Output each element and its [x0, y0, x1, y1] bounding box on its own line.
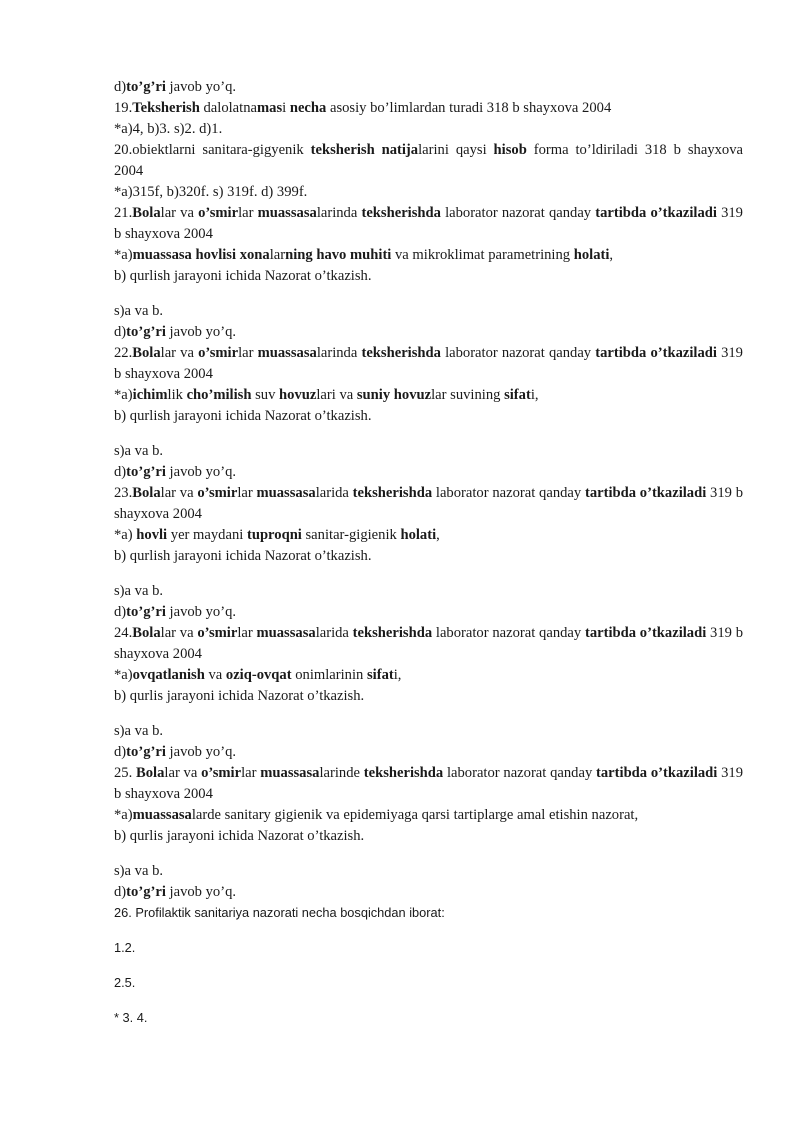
- text-line: [114, 385, 743, 406]
- text-run: i,: [530, 387, 539, 403]
- text-run: laborator nazorat qanday: [432, 625, 585, 641]
- text-run: b) qurlish jarayoni ichida Nazorat o’tkazish.: [114, 408, 372, 424]
- bold-text: o’smir: [198, 345, 239, 361]
- bold-text: holati: [573, 247, 610, 263]
- text-run: s)a va b.: [114, 443, 164, 459]
- text-run: 2.5.: [114, 975, 136, 990]
- text-run: laborator nazorat qanday: [443, 765, 597, 781]
- bold-text: teksherishda: [361, 345, 441, 361]
- text-run: lik: [167, 387, 187, 403]
- text-run: lar: [238, 345, 258, 361]
- text-run: va mikroklimat parametrining: [391, 247, 574, 263]
- text-run: lar suvining: [431, 387, 505, 403]
- text-run: sanitar-gigienik: [301, 527, 401, 543]
- bold-text: ichim: [132, 387, 168, 403]
- paragraph-spacer: [114, 287, 743, 301]
- text-line: [114, 266, 743, 287]
- text-run: 25.: [114, 765, 137, 781]
- text-run: 19.: [114, 100, 133, 116]
- bold-text: hovuz: [279, 387, 317, 403]
- bold-text: teksherish natija: [310, 142, 419, 158]
- text-run: forma to’ldiriladi 318 b shayxova 2004: [114, 142, 743, 179]
- text-run: * 3. 4.: [114, 1010, 148, 1025]
- paragraph-spacer: [114, 847, 743, 861]
- bold-text: teksherishda: [361, 205, 441, 221]
- text-line: [114, 140, 743, 182]
- bold-text: teksherishda: [363, 765, 444, 781]
- bold-text: muassasa: [132, 807, 192, 823]
- text-run: 22.: [114, 345, 133, 361]
- text-run: 319 b shayxova 2004: [114, 625, 743, 662]
- text-run: b) qurlish jarayoni ichida Nazorat o’tkazish.: [114, 548, 372, 564]
- text-line: [114, 763, 743, 805]
- text-line: [114, 406, 743, 427]
- text-run: lar: [241, 765, 261, 781]
- bold-text: teksherishda: [352, 485, 433, 501]
- text-run: ,: [609, 247, 614, 263]
- text-run: laborator nazorat qanday: [440, 345, 596, 361]
- text-run: lar: [237, 485, 257, 501]
- text-run: 21.: [114, 205, 133, 221]
- text-run: s)a va b.: [114, 723, 164, 739]
- text-run: lar va: [160, 625, 198, 641]
- bold-text: muassasa: [257, 205, 317, 221]
- text-run: onimlarinin: [291, 667, 367, 683]
- bold-text: to’g’ri: [126, 79, 166, 95]
- bold-text: muassasa hovlisi xona: [132, 247, 270, 263]
- text-line: [114, 882, 743, 903]
- text-line: [114, 623, 743, 665]
- text-run: yer maydani: [167, 527, 247, 543]
- text-run: b) qurlis jarayoni ichida Nazorat o’tkazish.: [114, 828, 365, 844]
- text-line: [114, 182, 743, 203]
- text-run: lar va: [160, 485, 198, 501]
- text-run: i,: [393, 667, 402, 683]
- text-run: larini qaysi: [418, 142, 494, 158]
- text-run: *a): [114, 247, 133, 263]
- bold-text: cho’milish: [186, 387, 252, 403]
- bold-text: ning havo muhiti: [285, 247, 392, 263]
- text-line: [114, 546, 743, 567]
- bold-text: to’g’ri: [126, 744, 166, 760]
- text-run: lari va: [316, 387, 357, 403]
- text-run: s)a va b.: [114, 863, 164, 879]
- bold-text: tartibda o’tkaziladi: [596, 765, 718, 781]
- text-line: [114, 462, 743, 483]
- bold-text: to’g’ri: [126, 464, 166, 480]
- text-run: s)a va b.: [114, 583, 164, 599]
- text-run: lar va: [160, 345, 199, 361]
- text-run: 24.: [114, 625, 133, 641]
- bold-text: o’smir: [197, 625, 238, 641]
- text-line: [114, 525, 743, 546]
- text-line: [114, 686, 743, 707]
- bold-text: mas: [256, 100, 283, 116]
- text-run: laborator nazorat qanday: [440, 205, 596, 221]
- bold-text: teksherishda: [352, 625, 433, 641]
- text-run: dalolatna: [199, 100, 257, 116]
- text-line: [114, 203, 743, 245]
- text-run: *a): [114, 807, 133, 823]
- text-run: javob yo’q.: [165, 744, 237, 760]
- text-run: d): [114, 604, 127, 620]
- bold-text: to’g’ri: [126, 884, 166, 900]
- text-run: 319 b shayxova 2004: [114, 345, 743, 382]
- text-line: [114, 77, 743, 98]
- text-line: [114, 322, 743, 343]
- text-run: i: [282, 100, 290, 116]
- text-run: javob yo’q.: [165, 79, 237, 95]
- text-run: *a): [114, 667, 133, 683]
- text-run: *a): [114, 527, 137, 543]
- text-run: javob yo’q.: [165, 884, 237, 900]
- bold-text: Bola: [132, 345, 161, 361]
- text-line: [114, 861, 743, 882]
- text-line: [114, 742, 743, 763]
- text-run: b) qurlish jarayoni ichida Nazorat o’tkazish.: [114, 268, 372, 284]
- bold-text: holati: [400, 527, 437, 543]
- text-run: lar va: [160, 205, 199, 221]
- text-line: [114, 602, 743, 623]
- bold-text: Bola: [132, 485, 161, 501]
- text-run: d): [114, 79, 127, 95]
- bold-text: sifat: [504, 387, 531, 403]
- bold-text: hovli: [136, 527, 168, 543]
- bold-text: o’smir: [201, 765, 242, 781]
- bold-text: to’g’ri: [126, 604, 166, 620]
- text-line: [114, 98, 743, 119]
- text-run: 26. Profilaktik sanitariya nazorati necha bosqichdan iborat:: [114, 905, 445, 920]
- text-line: [114, 826, 743, 847]
- bold-text: Bola: [132, 205, 161, 221]
- bold-text: Bola: [136, 765, 165, 781]
- text-run: lar va: [164, 765, 202, 781]
- bold-text: muassasa: [260, 765, 320, 781]
- bold-text: Bola: [132, 625, 161, 641]
- text-run: 23.: [114, 485, 133, 501]
- bold-text: ovqatlanish: [132, 667, 205, 683]
- text-run: b) qurlis jarayoni ichida Nazorat o’tkazish.: [114, 688, 365, 704]
- bold-text: to’g’ri: [126, 324, 166, 340]
- text-run: lar: [238, 205, 258, 221]
- document-body: [114, 77, 743, 1029]
- text-run: *a)315f, b)320f. s) 319f. d) 399f.: [114, 184, 308, 200]
- paragraph-spacer: [114, 567, 743, 581]
- text-run: laborator nazorat qanday: [432, 485, 585, 501]
- text-run: *a): [114, 387, 133, 403]
- bold-text: sifat: [366, 667, 394, 683]
- text-run: asosiy bo’limlardan turadi 318 b shayxova 2004: [326, 100, 612, 116]
- text-line: [114, 483, 743, 525]
- text-run: s)a va b.: [114, 303, 164, 319]
- text-run: larida: [315, 485, 353, 501]
- bold-text: suniy hovuz: [356, 387, 432, 403]
- text-run: d): [114, 744, 127, 760]
- bold-text: muassasa: [256, 625, 316, 641]
- text-run: 319 b shayxova 2004: [114, 205, 743, 242]
- text-run: 20.obiektlarni sanitara-gigyenik: [114, 142, 311, 158]
- bold-text: tuproqni: [246, 527, 302, 543]
- bold-text: o’smir: [198, 205, 239, 221]
- text-run: 319 b shayxova 2004: [114, 485, 743, 522]
- text-run: larida: [315, 625, 353, 641]
- text-run: javob yo’q.: [165, 464, 237, 480]
- text-line: [114, 245, 743, 266]
- answer-option: [114, 973, 743, 994]
- bold-text: muassasa: [256, 485, 316, 501]
- bold-text: oziq-ovqat: [225, 667, 292, 683]
- bold-text: tartibda o’tkaziladi: [595, 205, 717, 221]
- answer-option: [114, 938, 743, 959]
- question-line: [114, 903, 743, 924]
- text-line: [114, 119, 743, 140]
- text-run: 319 b shayxova 2004: [114, 765, 743, 802]
- text-run: d): [114, 324, 127, 340]
- text-run: larde sanitary gigienik va epidemiyaga qarsi tartiplarge amal etishin nazorat,: [191, 807, 639, 823]
- text-line: [114, 721, 743, 742]
- text-line: [114, 581, 743, 602]
- text-run: lar: [237, 625, 257, 641]
- text-run: larinda: [316, 205, 362, 221]
- bold-text: tartibda o’tkaziladi: [595, 345, 717, 361]
- text-run: javob yo’q.: [165, 604, 237, 620]
- text-line: [114, 343, 743, 385]
- text-line: [114, 441, 743, 462]
- text-run: *a)4, b)3. s)2. d)1.: [114, 121, 223, 137]
- text-run: lar: [269, 247, 286, 263]
- text-run: javob yo’q.: [165, 324, 237, 340]
- bold-text: hisob: [493, 142, 527, 158]
- text-run: larinde: [319, 765, 364, 781]
- bold-text: o’smir: [197, 485, 238, 501]
- text-run: ,: [436, 527, 440, 543]
- text-run: suv: [251, 387, 280, 403]
- text-run: 1.2.: [114, 940, 136, 955]
- bold-text: tartibda o’tkaziladi: [584, 485, 707, 501]
- text-run: d): [114, 884, 127, 900]
- paragraph-spacer: [114, 707, 743, 721]
- text-line: [114, 301, 743, 322]
- text-run: va: [204, 667, 226, 683]
- answer-option: [114, 1008, 743, 1029]
- text-run: d): [114, 464, 127, 480]
- text-run: larinda: [316, 345, 362, 361]
- paragraph-spacer: [114, 427, 743, 441]
- bold-text: Teksherish: [132, 100, 200, 116]
- bold-text: necha: [289, 100, 327, 116]
- bold-text: muassasa: [257, 345, 317, 361]
- text-line: [114, 665, 743, 686]
- text-line: [114, 805, 743, 826]
- bold-text: tartibda o’tkaziladi: [584, 625, 707, 641]
